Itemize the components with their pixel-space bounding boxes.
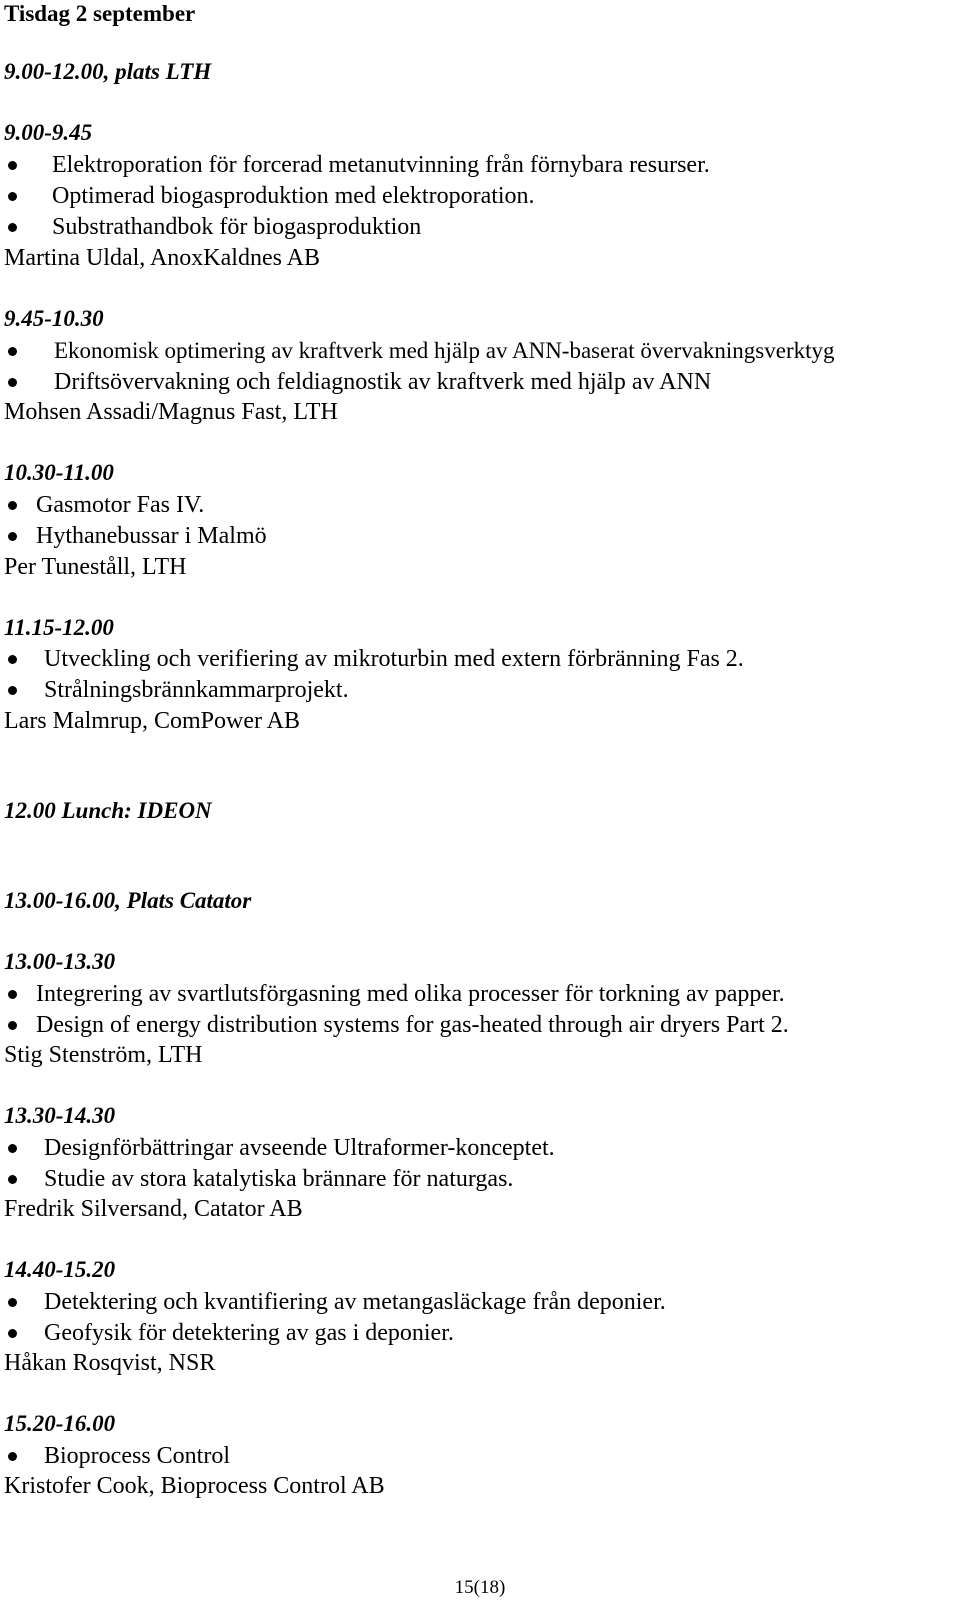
section-heading: 13.00-16.00, Plats Catator xyxy=(4,888,252,913)
bullet-icon xyxy=(8,501,17,510)
talk-time: 9.45-10.30 xyxy=(4,306,104,331)
section-heading: 9.00-12.00, plats LTH xyxy=(4,59,212,84)
list-item-text: Studie av stora katalytiska brännare för naturgas. xyxy=(44,1166,514,1192)
bullet-icon xyxy=(8,192,17,201)
bullet-icon xyxy=(8,1144,17,1153)
speaker: Håkan Rosqvist, NSR xyxy=(4,1350,216,1376)
talk-time: 13.30-14.30 xyxy=(4,1103,116,1128)
bullet-icon xyxy=(8,655,17,664)
list-item-text: Geofysik för detektering av gas i deponier. xyxy=(44,1320,454,1346)
list-item-text: Designförbättringar avseende Ultraformer-konceptet. xyxy=(44,1135,555,1161)
bullet-icon xyxy=(8,378,17,387)
page-title: Tisdag 2 september xyxy=(4,1,196,26)
list-item-text: Design of energy distribution systems for gas-heated through air dryers Part 2. xyxy=(36,1012,789,1038)
bullet-icon xyxy=(8,1452,17,1461)
bullet-icon xyxy=(8,347,17,356)
bullet-icon xyxy=(8,161,17,170)
list-item-text: Bioprocess Control xyxy=(44,1443,230,1469)
list-item-text: Utveckling och verifiering av mikroturbin med extern förbränning Fas 2. xyxy=(44,646,744,672)
talk-time: 15.20-16.00 xyxy=(4,1411,116,1436)
speaker: Mohsen Assadi/Magnus Fast, LTH xyxy=(4,399,338,425)
bullet-icon xyxy=(8,1298,17,1307)
talk-time: 10.30-11.00 xyxy=(4,460,114,485)
list-item-text: Detektering och kvantifiering av metangasläckage från deponier. xyxy=(44,1289,666,1315)
speaker: Per Tuneståll, LTH xyxy=(4,554,187,580)
talk-time: 11.15-12.00 xyxy=(4,615,114,640)
speaker: Lars Malmrup, ComPower AB xyxy=(4,708,300,734)
section-heading: 12.00 Lunch: IDEON xyxy=(4,798,212,823)
list-item-text: Hythanebussar i Malmö xyxy=(36,523,267,549)
list-item-text: Elektroporation för forcerad metanutvinning från förnybara resurser. xyxy=(52,152,710,178)
list-item-text: Strålningsbrännkammarprojekt. xyxy=(44,677,349,703)
list-item-text: Substrathandbok för biogasproduktion xyxy=(52,214,422,240)
speaker: Stig Stenström, LTH xyxy=(4,1042,203,1068)
list-item-text: Gasmotor Fas IV. xyxy=(36,492,205,518)
bullet-icon xyxy=(8,1175,17,1184)
bullet-icon xyxy=(8,990,17,999)
talk-time: 13.00-13.30 xyxy=(4,949,116,974)
page-number: 15(18) xyxy=(454,1577,506,1598)
list-item-text: Integrering av svartlutsförgasning med olika processer för torkning av papper. xyxy=(36,981,785,1007)
bullet-icon xyxy=(8,1329,17,1338)
list-item-text: Ekonomisk optimering av kraftverk med hjälp av ANN-baserat övervakningsverktyg xyxy=(54,338,835,363)
bullet-icon xyxy=(8,1021,17,1030)
talk-time: 14.40-15.20 xyxy=(4,1257,116,1282)
talk-time: 9.00-9.45 xyxy=(4,120,93,145)
speaker: Kristofer Cook, Bioprocess Control AB xyxy=(4,1473,385,1499)
speaker: Martina Uldal, AnoxKaldnes AB xyxy=(4,245,320,271)
list-item-text: Optimerad biogasproduktion med elektroporation. xyxy=(52,183,535,209)
bullet-icon xyxy=(8,686,17,695)
bullet-icon xyxy=(8,223,17,232)
speaker: Fredrik Silversand, Catator AB xyxy=(4,1196,303,1222)
bullet-icon xyxy=(8,532,17,541)
list-item-text: Driftsövervakning och feldiagnostik av kraftverk med hjälp av ANN xyxy=(54,369,712,395)
